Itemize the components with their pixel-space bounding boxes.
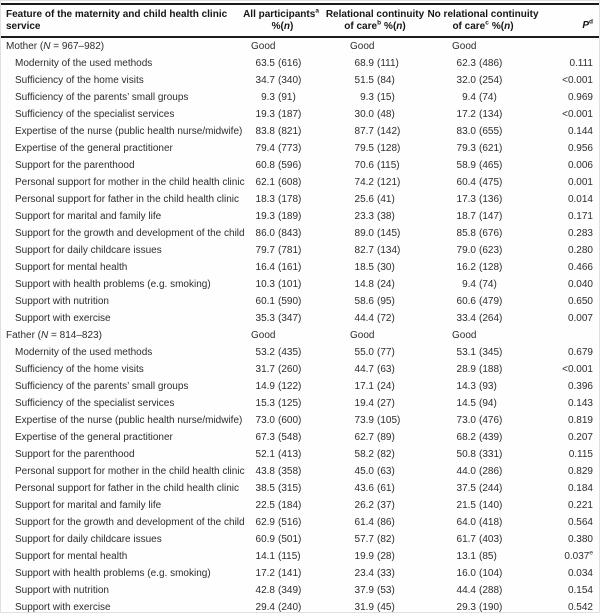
feature-name: Support for the parenthood (15, 160, 135, 171)
p-value: 0.280 (567, 245, 593, 256)
relational-continuity-value: 87.7 (142) (354, 126, 401, 137)
feature-name: Support for daily childcare issues (15, 245, 162, 256)
clinic-service-table (1, 3, 599, 613)
p-value-empty (541, 327, 599, 344)
all-participants-value: 42.8 (349) (255, 585, 302, 596)
p-value: 0.969 (567, 92, 593, 103)
no-relational-continuity-value: 17.2 (134) (456, 109, 503, 120)
all-participants-value: 53.2 (435) (255, 347, 302, 358)
no-relational-continuity-good: Good (452, 41, 477, 52)
p-value: 0.380 (567, 534, 593, 545)
no-relational-continuity-value: 85.8 (676) (456, 228, 503, 239)
feature-row (1, 55, 599, 72)
all-participants-value: 29.4 (240) (255, 602, 302, 613)
feature-name: Support for daily childcare issues (15, 534, 162, 545)
feature-row (1, 242, 599, 259)
p-value: 0.184 (567, 483, 593, 494)
all-participants-value: 60.9 (501) (255, 534, 302, 545)
feature-name: Support for mental health (15, 262, 128, 273)
relational-continuity-value: 25.6 (41) (354, 194, 395, 205)
no-relational-continuity-value: 58.9 (465) (456, 160, 503, 171)
no-relational-continuity-value: 16.0 (104) (456, 568, 503, 579)
relational-continuity-value: 79.5 (128) (354, 143, 401, 154)
feature-name: Support for the growth and development of the child (15, 517, 245, 528)
relational-continuity-good: Good (350, 330, 375, 341)
feature-row (1, 208, 599, 225)
p-value: 0.111 (569, 58, 593, 69)
all-participants-value: 60.8 (596) (255, 160, 302, 171)
relational-continuity-value: 44.4 (72) (354, 313, 395, 324)
no-relational-continuity-value: 16.2 (128) (456, 262, 503, 273)
feature-row (1, 72, 599, 89)
all-participants-good: Good (251, 41, 276, 52)
p-value: 0.221 (567, 500, 593, 511)
all-participants-value: 16.4 (161) (255, 262, 302, 273)
feature-row (1, 514, 599, 531)
relational-continuity-value: 43.6 (61) (354, 483, 395, 494)
feature-row (1, 599, 599, 613)
table-body (1, 37, 599, 613)
no-relational-continuity-value: 17.3 (136) (456, 194, 503, 205)
feature-name: Support for mental health (15, 551, 128, 562)
no-relational-continuity-value: 13.1 (85) (456, 551, 497, 562)
all-participants-value: 62.1 (608) (255, 177, 302, 188)
feature-row (1, 565, 599, 582)
all-participants-value: 60.1 (590) (255, 296, 302, 307)
all-participants-value: 43.8 (358) (255, 466, 302, 477)
p-value: 0.819 (567, 415, 593, 426)
no-relational-continuity-value: 14.5 (94) (456, 398, 497, 409)
all-participants-good: Good (251, 330, 276, 341)
p-value: 0.143 (567, 398, 593, 409)
relational-continuity-value: 58.6 (95) (354, 296, 395, 307)
p-value: 0.007 (567, 313, 593, 324)
p-value: 0.001 (567, 177, 593, 188)
no-relational-continuity-value: 68.2 (439) (456, 432, 503, 443)
all-participants-value: 52.1 (413) (255, 449, 302, 460)
feature-row (1, 259, 599, 276)
feature-name: Sufficiency of the parents’ small groups (15, 92, 189, 103)
feature-row (1, 106, 599, 123)
p-value: 0.956 (567, 143, 593, 154)
all-participants-value: 79.4 (773) (255, 143, 302, 154)
no-relational-continuity-value: 79.0 (623) (456, 245, 503, 256)
all-participants-value: 38.5 (315) (255, 483, 302, 494)
feature-row (1, 480, 599, 497)
feature-row (1, 497, 599, 514)
p-value: 0.542 (567, 602, 593, 613)
percent-n-unit: %(n) (384, 21, 406, 32)
feature-row (1, 429, 599, 446)
footnote-marker-a: a (315, 7, 319, 15)
relational-continuity-value: 26.2 (37) (354, 500, 395, 511)
relational-continuity-value: 51.5 (84) (354, 75, 395, 86)
no-relational-continuity-value: 83.0 (655) (456, 126, 503, 137)
no-relational-continuity-value: 32.0 (254) (456, 75, 503, 86)
all-participants-value: 35.3 (347) (255, 313, 302, 324)
relational-continuity-value: 19.9 (28) (354, 551, 395, 562)
feature-row (1, 344, 599, 361)
feature-name: Personal support for father in the child health clinic (15, 483, 240, 494)
feature-name: Support for marital and family life (15, 500, 162, 511)
p-value: <0.001 (562, 364, 593, 375)
p-value: 0.283 (567, 228, 593, 239)
feature-row (1, 548, 599, 565)
feature-row (1, 463, 599, 480)
p-value: 0.034 (567, 568, 593, 579)
relational-continuity-value: 58.2 (82) (354, 449, 395, 460)
feature-name: Sufficiency of the specialist services (15, 398, 175, 409)
feature-row (1, 157, 599, 174)
feature-name: Expertise of the nurse (public health nurse/midwife) (15, 415, 243, 426)
feature-row (1, 531, 599, 548)
section-row (1, 327, 599, 344)
all-participants-value: 62.9 (516) (255, 517, 302, 528)
footnote-marker-d: d (589, 18, 593, 26)
no-relational-continuity-value: 21.5 (140) (456, 500, 503, 511)
p-value: <0.001 (562, 109, 593, 120)
feature-row (1, 174, 599, 191)
header-feature (1, 4, 237, 37)
no-relational-continuity-value: 60.6 (479) (456, 296, 503, 307)
feature-name: Expertise of the general practitioner (15, 432, 173, 443)
feature-row (1, 582, 599, 599)
p-value: 0.679 (567, 347, 593, 358)
all-participants-value: 79.7 (781) (255, 245, 302, 256)
feature-name: Sufficiency of the parents’ small groups (15, 381, 189, 392)
p-value: 0.037e (564, 549, 593, 562)
feature-name: Support with nutrition (15, 296, 109, 307)
all-participants-value: 34.7 (340) (255, 75, 302, 86)
feature-row (1, 395, 599, 412)
section-label: Mother (N = 967–982) (6, 41, 105, 52)
relational-continuity-value: 62.7 (89) (354, 432, 395, 443)
all-participants-value: 73.0 (600) (255, 415, 302, 426)
feature-name: Expertise of the nurse (public health nurse/midwife) (15, 126, 243, 137)
feature-row (1, 378, 599, 395)
relational-continuity-value: 37.9 (53) (354, 585, 395, 596)
feature-name: Sufficiency of the specialist services (15, 109, 175, 120)
relational-continuity-value: 70.6 (115) (354, 160, 400, 171)
p-value-empty (541, 37, 599, 55)
all-participants-value: 31.7 (260) (255, 364, 302, 375)
feature-row (1, 140, 599, 157)
feature-name: Sufficiency of the home visits (15, 75, 144, 86)
relational-continuity-value: 61.4 (86) (354, 517, 395, 528)
no-relational-continuity-value: 9.4 (74) (462, 279, 497, 290)
relational-continuity-value: 73.9 (105) (354, 415, 401, 426)
relational-continuity-value: 55.0 (77) (354, 347, 395, 358)
section-label: Father (N = 814–823) (6, 330, 102, 341)
all-participants-value: 19.3 (187) (255, 109, 302, 120)
feature-name: Modernity of the used methods (15, 347, 153, 358)
no-relational-continuity-value: 50.8 (331) (456, 449, 503, 460)
all-participants-value: 63.5 (616) (255, 58, 302, 69)
header-row (1, 4, 599, 37)
no-relational-continuity-value: 28.9 (188) (456, 364, 503, 375)
feature-name: Support for marital and family life (15, 211, 162, 222)
feature-name: Support with exercise (15, 313, 111, 324)
no-relational-continuity-value: 73.0 (476) (456, 415, 503, 426)
feature-name: Expertise of the general practitioner (15, 143, 173, 154)
relational-continuity-value: 74.2 (121) (354, 177, 401, 188)
feature-name: Personal support for father in the child health clinic (15, 194, 240, 205)
p-value: 0.154 (567, 585, 593, 596)
all-participants-value: 10.3 (101) (255, 279, 302, 290)
feature-row (1, 225, 599, 242)
feature-name: Support with nutrition (15, 585, 109, 596)
relational-continuity-value: 57.7 (82) (354, 534, 395, 545)
feature-row (1, 89, 599, 106)
p-value: 0.006 (567, 160, 593, 171)
relational-continuity-value: 31.9 (45) (354, 602, 395, 613)
relational-continuity-value: 14.8 (24) (354, 279, 395, 290)
percent-n-unit: %(n) (271, 21, 294, 32)
p-value: <0.001 (562, 75, 593, 86)
feature-name: Support for the growth and development of the child (15, 228, 245, 239)
all-participants-value: 14.9 (122) (255, 381, 302, 392)
relational-continuity-value: 89.0 (145) (354, 228, 401, 239)
footnote-marker-e: e (589, 549, 593, 557)
feature-row (1, 310, 599, 327)
feature-name: Personal support for mother in the child health clinic (15, 177, 245, 188)
p-value: 0.040 (567, 279, 593, 290)
p-value: 0.014 (567, 194, 593, 205)
all-participants-value: 18.3 (178) (255, 194, 302, 205)
header-all-participants: All participants$^a$ %(n) (237, 4, 325, 37)
p-value: 0.144 (567, 126, 593, 137)
all-participants-value: 83.8 (821) (255, 126, 302, 137)
feature-row (1, 293, 599, 310)
no-relational-continuity-value: 79.3 (621) (456, 143, 503, 154)
no-relational-continuity-value: 64.0 (418) (456, 517, 503, 528)
feature-row (1, 361, 599, 378)
all-participants-value: 19.3 (189) (255, 211, 302, 222)
no-relational-continuity-value: 44.0 (286) (456, 466, 503, 477)
all-participants-value: 9.3 (91) (261, 92, 296, 103)
relational-continuity-value: 17.1 (24) (354, 381, 395, 392)
p-value: 0.466 (567, 262, 593, 273)
feature-name: Support with exercise (15, 602, 111, 613)
footnote-marker-c: c (485, 19, 489, 27)
no-relational-continuity-value: 9.4 (74) (462, 92, 497, 103)
relational-continuity-value: 19.4 (27) (354, 398, 395, 409)
no-relational-continuity-value: 61.7 (403) (456, 534, 503, 545)
feature-name: Personal support for mother in the child health clinic (15, 466, 245, 477)
p-value: 0.171 (567, 211, 593, 222)
no-relational-continuity-value: 62.3 (486) (456, 58, 503, 69)
header-no-relational-continuity: No relational continuity of care$^c$ %(n) (425, 4, 541, 37)
header-relational-continuity: Relational continuity of care$^b$ %(n) (325, 4, 425, 37)
footnote-marker-b: b (377, 19, 382, 27)
feature-name: Support with health problems (e.g. smoking) (15, 279, 211, 290)
no-relational-continuity-value: 37.5 (244) (456, 483, 503, 494)
all-participants-value: 17.2 (141) (255, 568, 302, 579)
header-feature-line2: service (6, 21, 41, 32)
no-relational-continuity-value: 18.7 (147) (456, 211, 503, 222)
relational-continuity-value: 30.0 (48) (354, 109, 395, 120)
feature-row (1, 446, 599, 463)
feature-row (1, 191, 599, 208)
no-relational-continuity-value: 53.1 (345) (456, 347, 503, 358)
relational-continuity-value: 82.7 (134) (354, 245, 401, 256)
p-value: 0.396 (567, 381, 593, 392)
all-participants-value: 15.3 (125) (255, 398, 302, 409)
relational-continuity-value: 23.4 (33) (354, 568, 395, 579)
relational-continuity-value: 44.7 (63) (354, 364, 395, 375)
all-participants-value: 86.0 (843) (255, 228, 302, 239)
relational-continuity-value: 9.3 (15) (360, 92, 395, 103)
table-header (1, 4, 599, 37)
feature-name: Support with health problems (e.g. smoking) (15, 568, 211, 579)
p-value: 0.650 (567, 296, 593, 307)
relational-continuity-good: Good (350, 41, 375, 52)
feature-row (1, 123, 599, 140)
relational-continuity-value: 23.3 (38) (354, 211, 395, 222)
percent-n-unit: %(n) (491, 21, 514, 32)
feature-name: Support for the parenthood (15, 449, 135, 460)
relational-continuity-value: 18.5 (30) (354, 262, 395, 273)
feature-name: Modernity of the used methods (15, 58, 153, 69)
no-relational-continuity-value: 44.4 (288) (456, 585, 503, 596)
p-value: 0.115 (568, 449, 593, 460)
header-p-value: $P^d$ (541, 4, 599, 37)
all-participants-value: 14.1 (115) (255, 551, 301, 562)
section-row (1, 37, 599, 55)
relational-continuity-value: 68.9 (111) (354, 58, 399, 69)
feature-row (1, 276, 599, 293)
p-value: 0.829 (567, 466, 593, 477)
feature-row (1, 412, 599, 429)
no-relational-continuity-value: 33.4 (264) (456, 313, 503, 324)
no-relational-continuity-value: 60.4 (475) (456, 177, 503, 188)
p-value: 0.207 (567, 432, 593, 443)
p-value: 0.564 (567, 517, 593, 528)
all-participants-value: 22.5 (184) (255, 500, 302, 511)
relational-continuity-value: 45.0 (63) (354, 466, 395, 477)
feature-name: Sufficiency of the home visits (15, 364, 144, 375)
header-feature-line1: Feature of the maternity and child health clinic (6, 9, 228, 20)
no-relational-continuity-value: 29.3 (190) (456, 602, 503, 613)
no-relational-continuity-value: 14.3 (93) (456, 381, 497, 392)
no-relational-continuity-good: Good (452, 330, 477, 341)
all-participants-value: 67.3 (548) (255, 432, 302, 443)
